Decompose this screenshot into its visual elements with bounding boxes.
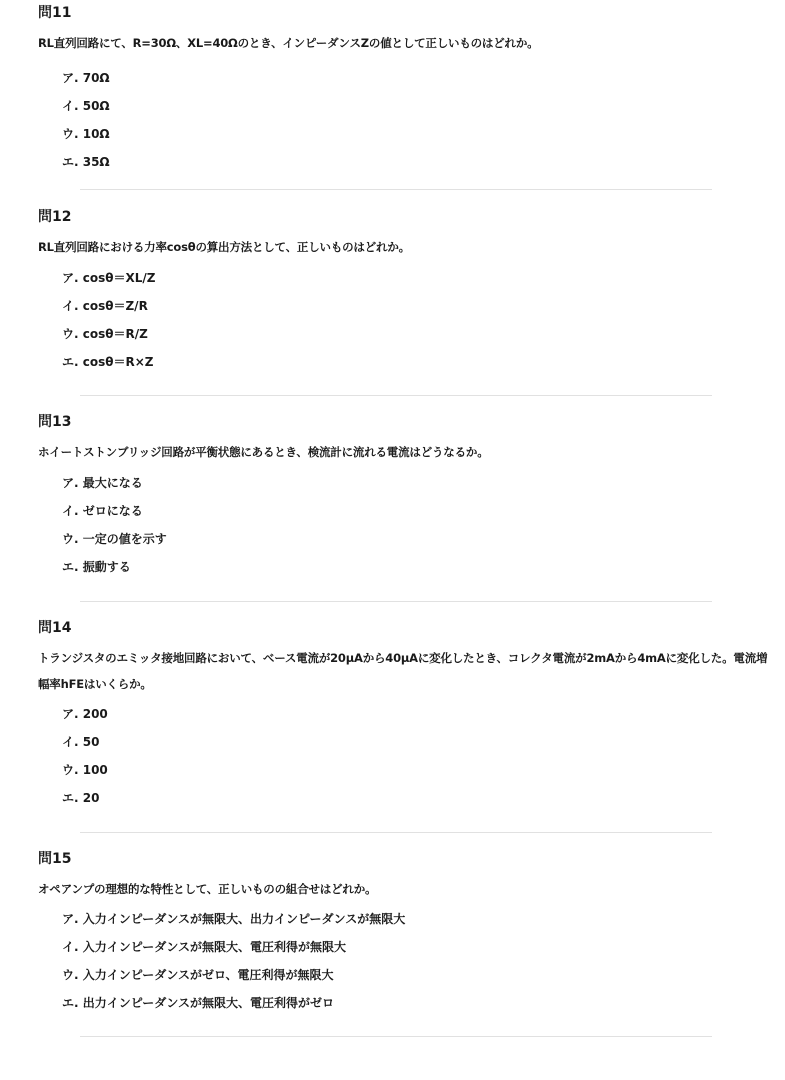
option-u[interactable]: ウ. cosθ＝R/Z (62, 327, 148, 341)
question-number: 問11 (38, 5, 72, 21)
answer-options (62, 700, 108, 812)
option-u[interactable]: ウ. 10Ω (62, 127, 110, 141)
divider (80, 832, 712, 833)
option-u[interactable]: ウ. 一定の値を示す (62, 532, 167, 546)
answer-options (62, 905, 405, 1017)
option-a[interactable]: ア. cosθ＝XL/Z (62, 271, 156, 285)
question-text: オペアンプの理想的な特性として、正しいものの組合せはどれか。 (38, 882, 377, 896)
option-i[interactable]: イ. ゼロになる (62, 504, 143, 518)
question-number: 問14 (38, 620, 72, 636)
option-a[interactable]: ア. 入力インピーダンスが無限大、出力インピーダンスが無限大 (62, 912, 406, 926)
divider (80, 601, 712, 602)
question-number: 問12 (38, 209, 72, 225)
option-e[interactable]: エ. 20 (62, 791, 100, 805)
option-e[interactable]: エ. 35Ω (62, 155, 110, 169)
divider (80, 395, 712, 396)
question-text: トランジスタのエミッタ接地回路において、ベース電流が20μAから40μAに変化したとき、コレクタ電流が2mAから4mAに変化した。電流増幅率hFEはいくらか。 (38, 651, 768, 691)
question-number: 問13 (38, 414, 72, 430)
question-text: RL直列回路における力率cosθの算出方法として、正しいものはどれか。 (38, 240, 410, 254)
question-text: ホイートストンブリッジ回路が平衡状態にあるとき、検流計に流れる電流はどうなるか。 (38, 445, 489, 459)
question-text: RL直列回路にて、R=30Ω、XL=40Ωのとき、インピーダンスZの値として正しいものはどれか。 (38, 36, 539, 50)
option-a[interactable]: ア. 最大になる (62, 476, 143, 490)
option-u[interactable]: ウ. 100 (62, 763, 108, 777)
option-e[interactable]: エ. 出力インピーダンスが無限大、電圧利得がゼロ (62, 996, 335, 1010)
option-i[interactable]: イ. cosθ＝Z/R (62, 299, 148, 313)
option-a[interactable]: ア. 200 (62, 707, 108, 721)
option-e[interactable]: エ. 振動する (62, 560, 131, 574)
answer-options (62, 469, 167, 581)
option-i[interactable]: イ. 50Ω (62, 99, 110, 113)
option-i[interactable]: イ. 50 (62, 735, 100, 749)
answer-options (62, 64, 110, 176)
option-u[interactable]: ウ. 入力インピーダンスがゼロ、電圧利得が無限大 (62, 968, 334, 982)
option-e[interactable]: エ. cosθ＝R×Z (62, 355, 154, 369)
option-a[interactable]: ア. 70Ω (62, 71, 110, 85)
question-number: 問15 (38, 851, 72, 867)
option-i[interactable]: イ. 入力インピーダンスが無限大、電圧利得が無限大 (62, 940, 347, 954)
divider (80, 1036, 712, 1037)
divider (80, 189, 712, 190)
answer-options (62, 264, 155, 376)
